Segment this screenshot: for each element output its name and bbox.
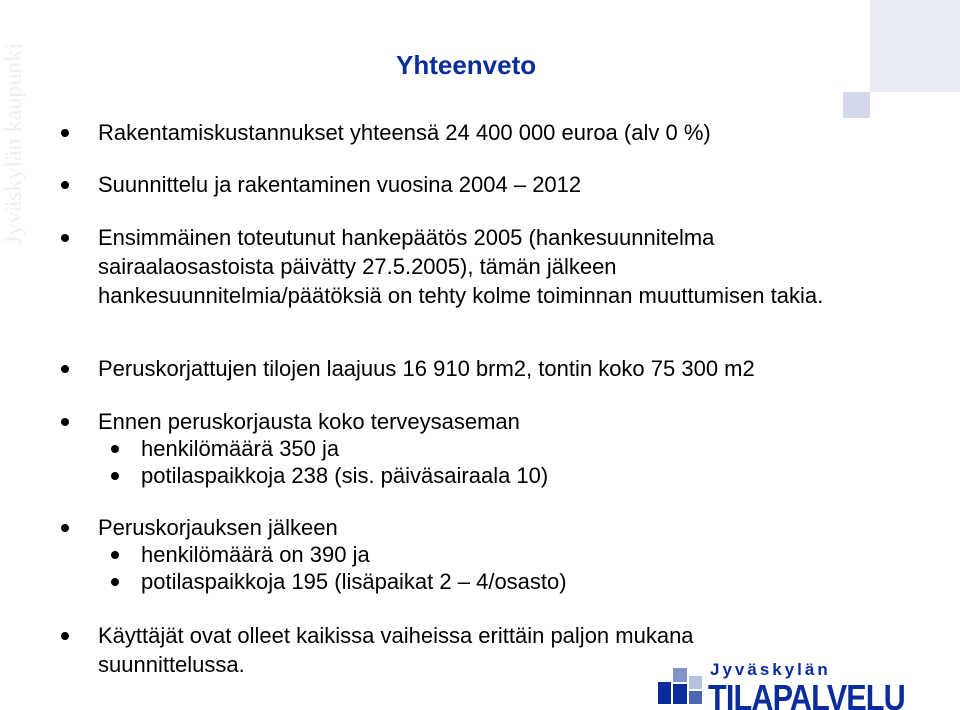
bullet-item xyxy=(98,407,858,436)
sub-bullet-text: henkilömäärä 350 ja xyxy=(141,436,340,461)
slide-title: Yhteenveto xyxy=(396,50,537,80)
bullet-item xyxy=(98,513,858,542)
sub-bullet-item xyxy=(141,434,841,463)
bullet-dot-icon xyxy=(61,234,69,242)
sub-bullet-item xyxy=(141,540,841,569)
bullet-item xyxy=(98,354,858,383)
sub-bullet-text: potilaspaikkoja 195 (lisäpaikat 2 – 4/osasto) xyxy=(141,569,567,594)
bullet-dot-icon xyxy=(111,472,119,480)
bullet-text: Rakentamiskustannukset yhteensä 24 400 000 euroa (alv 0 %) xyxy=(98,120,711,145)
bullet-dot-icon xyxy=(61,632,69,640)
bullet-text: Ensimmäinen toteutunut hankepäätös 2005 (hankesuunnitelma sairaalaosastoista päivätty 27.5.2005), tämän jälkeen hankesuunnitelmia/päätöksiä on tehty kolme toiminnan muuttumisen takia. xyxy=(98,225,824,308)
bullet-item xyxy=(98,170,858,199)
sub-bullet-text: potilaspaikkoja 238 (sis. päiväsairaala 10) xyxy=(141,463,549,488)
bullet-dot-icon xyxy=(111,551,119,559)
bullet-dot-icon xyxy=(61,418,69,426)
bullet-dot-icon xyxy=(61,365,69,373)
bullet-text: Peruskorjauksen jälkeen xyxy=(98,515,338,540)
bullet-item xyxy=(98,118,858,147)
bullet-text: Ennen peruskorjausta koko terveysaseman xyxy=(98,409,520,434)
bullet-text: Suunnittelu ja rakentaminen vuosina 2004 – 2012 xyxy=(98,172,582,197)
sub-bullet-item xyxy=(141,461,841,490)
sub-bullet-text: henkilömäärä on 390 ja xyxy=(141,542,370,567)
logo-name-text: TILAPALVELU xyxy=(708,677,905,710)
bullet-text: Käyttäjät ovat olleet kaikissa vaiheissa erittäin paljon mukana suunnittelussa. xyxy=(98,623,694,677)
tilapalvelu-logo xyxy=(658,654,928,710)
bullet-item xyxy=(98,223,843,310)
watermark-text: Jyväskylän kaupunki xyxy=(1,43,27,245)
bullet-dot-icon xyxy=(61,181,69,189)
logo-city-text: Jyväskylän xyxy=(710,660,831,679)
bullet-dot-icon xyxy=(111,578,119,586)
sub-bullet-item xyxy=(141,567,841,596)
bullet-dot-icon xyxy=(61,129,69,137)
bullet-dot-icon xyxy=(111,445,119,453)
bullet-text: Peruskorjattujen tilojen laajuus 16 910 brm2, tontin koko 75 300 m2 xyxy=(98,356,755,381)
logo-mark-icon xyxy=(658,668,704,710)
bullet-dot-icon xyxy=(61,524,69,532)
